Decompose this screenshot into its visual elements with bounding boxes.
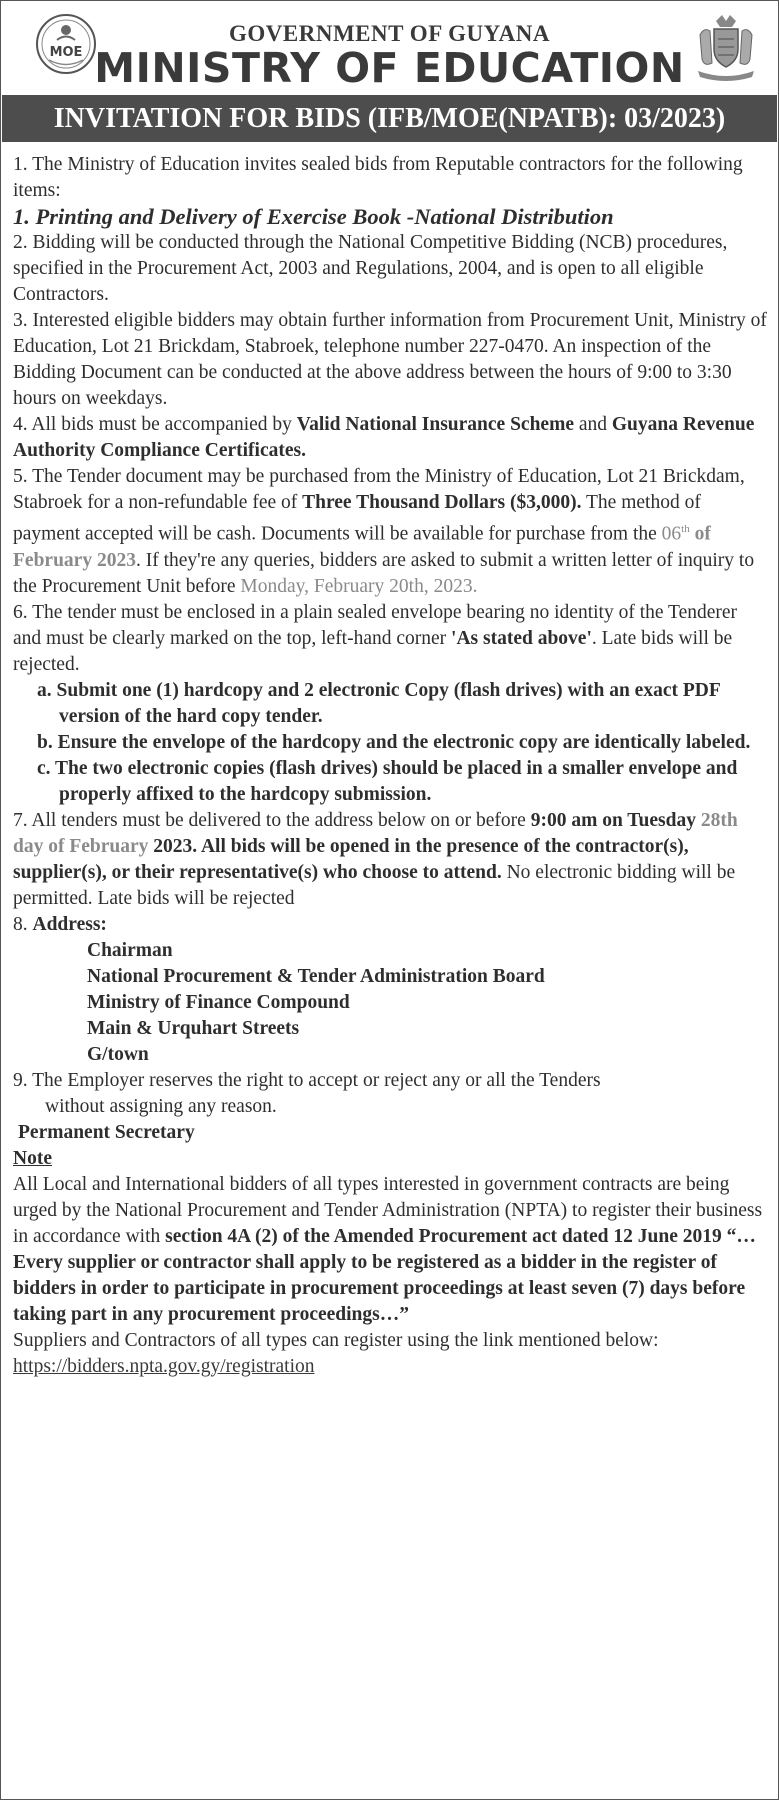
section-7-text: 7. All tenders must be delivered to the address below on or before (13, 809, 531, 831)
section-5-payment: The method of payment accepted will be cash. Documents will be available for purchase from the (13, 492, 701, 545)
section-9-continued: without assigning any reason. (45, 1095, 277, 1117)
subitem-b: b. Ensure the envelope of the hardcopy and the electronic copy are identically labeled. (37, 731, 751, 753)
ministry-title: MINISTRY OF EDUCATION (94, 44, 685, 92)
section-4-and: and (573, 414, 612, 435)
section-5 (13, 464, 768, 600)
signatory-title: Permanent Secretary (18, 1121, 195, 1143)
section-6-late: . Late bids will be rejected. (13, 627, 733, 675)
section-6 (13, 600, 768, 678)
purchase-month: of February 2023 (13, 523, 711, 571)
address-line: Main & Urquhart Streets (87, 1017, 300, 1039)
section-2: 2. Bidding will be conducted through the National Competitive Bidding (NCB) procedures, specified in the Procurement Act, 2003 and Regulations, 2004, and is open to all eligible Contractors. (13, 232, 728, 305)
subitem-a: a. Submit one (1) hardcopy and 2 electronic Copy (flash drives) with an exact PDF version of the hard copy tender. (37, 679, 721, 727)
address-label: Address: (32, 913, 107, 935)
address-line: Chairman (87, 939, 173, 961)
note-legal-quote: section 4A (2) of the Amended Procurement act dated 12 June 2019 “…Every supplier or contractor shall apply to be registered as a bidder in the register of bidders in order to participate in procurement proceedings at least seven (7) days before taking part in any procurement proceedings…” (13, 1225, 756, 1325)
registration-info (13, 1328, 768, 1380)
purchase-day-suffix: th (681, 523, 690, 535)
address-line: National Procurement & Tender Administration Board (87, 965, 545, 987)
nis-requirement: Valid National Insurance Scheme (296, 414, 574, 435)
notice-header (1, 1, 778, 93)
submission-date: 28th day of February (13, 809, 738, 857)
section-4-text: 4. All bids must be accompanied by (13, 414, 297, 435)
government-title: GOVERNMENT OF GUYANA (229, 21, 550, 46)
note-body (13, 1172, 768, 1328)
submission-year: 2023. (148, 835, 198, 857)
opening-statement: All bids will be opened in the presence of the contractor(s), supplier(s), or their representative(s) who choose to attend. (13, 835, 689, 883)
tender-fee: Three Thousand Dollars ($3,000). (302, 492, 582, 513)
section-6-subitems (13, 678, 768, 808)
section-7-closing: No electronic bidding will be permitted. Late bids will be rejected (13, 861, 736, 909)
section-3: 3. Interested eligible bidders may obtain further information from Procurement Unit, Ministry of Education, Lot 21 Brickdam, Stabroek, telephone number 227-0470. An inspection of the Bidding Document can be conducted at the above address between the hours of 9:00 to 3:30 hours on weekdays. (13, 310, 767, 409)
gra-requirement: Guyana Revenue Authority Compliance Certificates. (13, 414, 755, 461)
subitem-c: c. The two electronic copies (flash drives) should be placed in a smaller envelope and properly affixed to the hardcopy submission. (37, 757, 738, 805)
moe-logo-text: MOE (49, 45, 83, 60)
submission-time: 9:00 am on Tuesday (530, 809, 701, 831)
note-text: All Local and International bidders of all types interested in government contracts are being urged by the National Procurement and Tender Administration (NPTA) to register their business in accordance with (13, 1173, 763, 1247)
query-deadline: Monday, February 20th, 2023. (240, 575, 478, 597)
registration-text: Suppliers and Contractors of all types can register using the link mentioned below: (13, 1329, 659, 1351)
section-5-queries: . If they're any queries, bidders are asked to submit a written letter of inquiry to the Procurement Unit before (13, 549, 755, 597)
bid-item-title: 1. Printing and Delivery of Exercise Book -National Distribution (13, 204, 614, 229)
notice-body (13, 152, 768, 1380)
note-heading: Note (13, 1147, 52, 1169)
section-8 (13, 912, 768, 938)
section-6-text: 6. The tender must be enclosed in a plain sealed envelope bearing no identity of the Tenderer and must be clearly marked on the top, left-hand corner (13, 601, 738, 649)
ifb-title-bar: INVITATION FOR BIDS (IFB/MOE(NPATB): 03/2023) (2, 95, 777, 142)
section-9: 9. The Employer reserves the right to accept or reject any or all the Tenders (13, 1069, 601, 1091)
section-7 (13, 808, 768, 912)
address-line: Ministry of Finance Compound (87, 991, 350, 1013)
address-block (13, 938, 768, 1068)
section-1-intro: 1. The Ministry of Education invites sealed bids from Reputable contractors for the following items: (13, 154, 743, 201)
address-line: G/town (87, 1043, 149, 1065)
section-4 (13, 412, 768, 464)
coat-of-arms-icon (692, 15, 760, 83)
section-8-number: 8. (13, 913, 33, 935)
purchase-day: 06 (661, 523, 682, 545)
section-5-text: 5. The Tender document may be purchased from the Ministry of Education, Lot 21 Brickdam, Stabroek for a non-refundable fee of (13, 466, 745, 513)
envelope-marking: 'As stated above' (451, 627, 592, 649)
registration-link[interactable]: https://bidders.npta.gov.gy/registration (13, 1355, 315, 1377)
